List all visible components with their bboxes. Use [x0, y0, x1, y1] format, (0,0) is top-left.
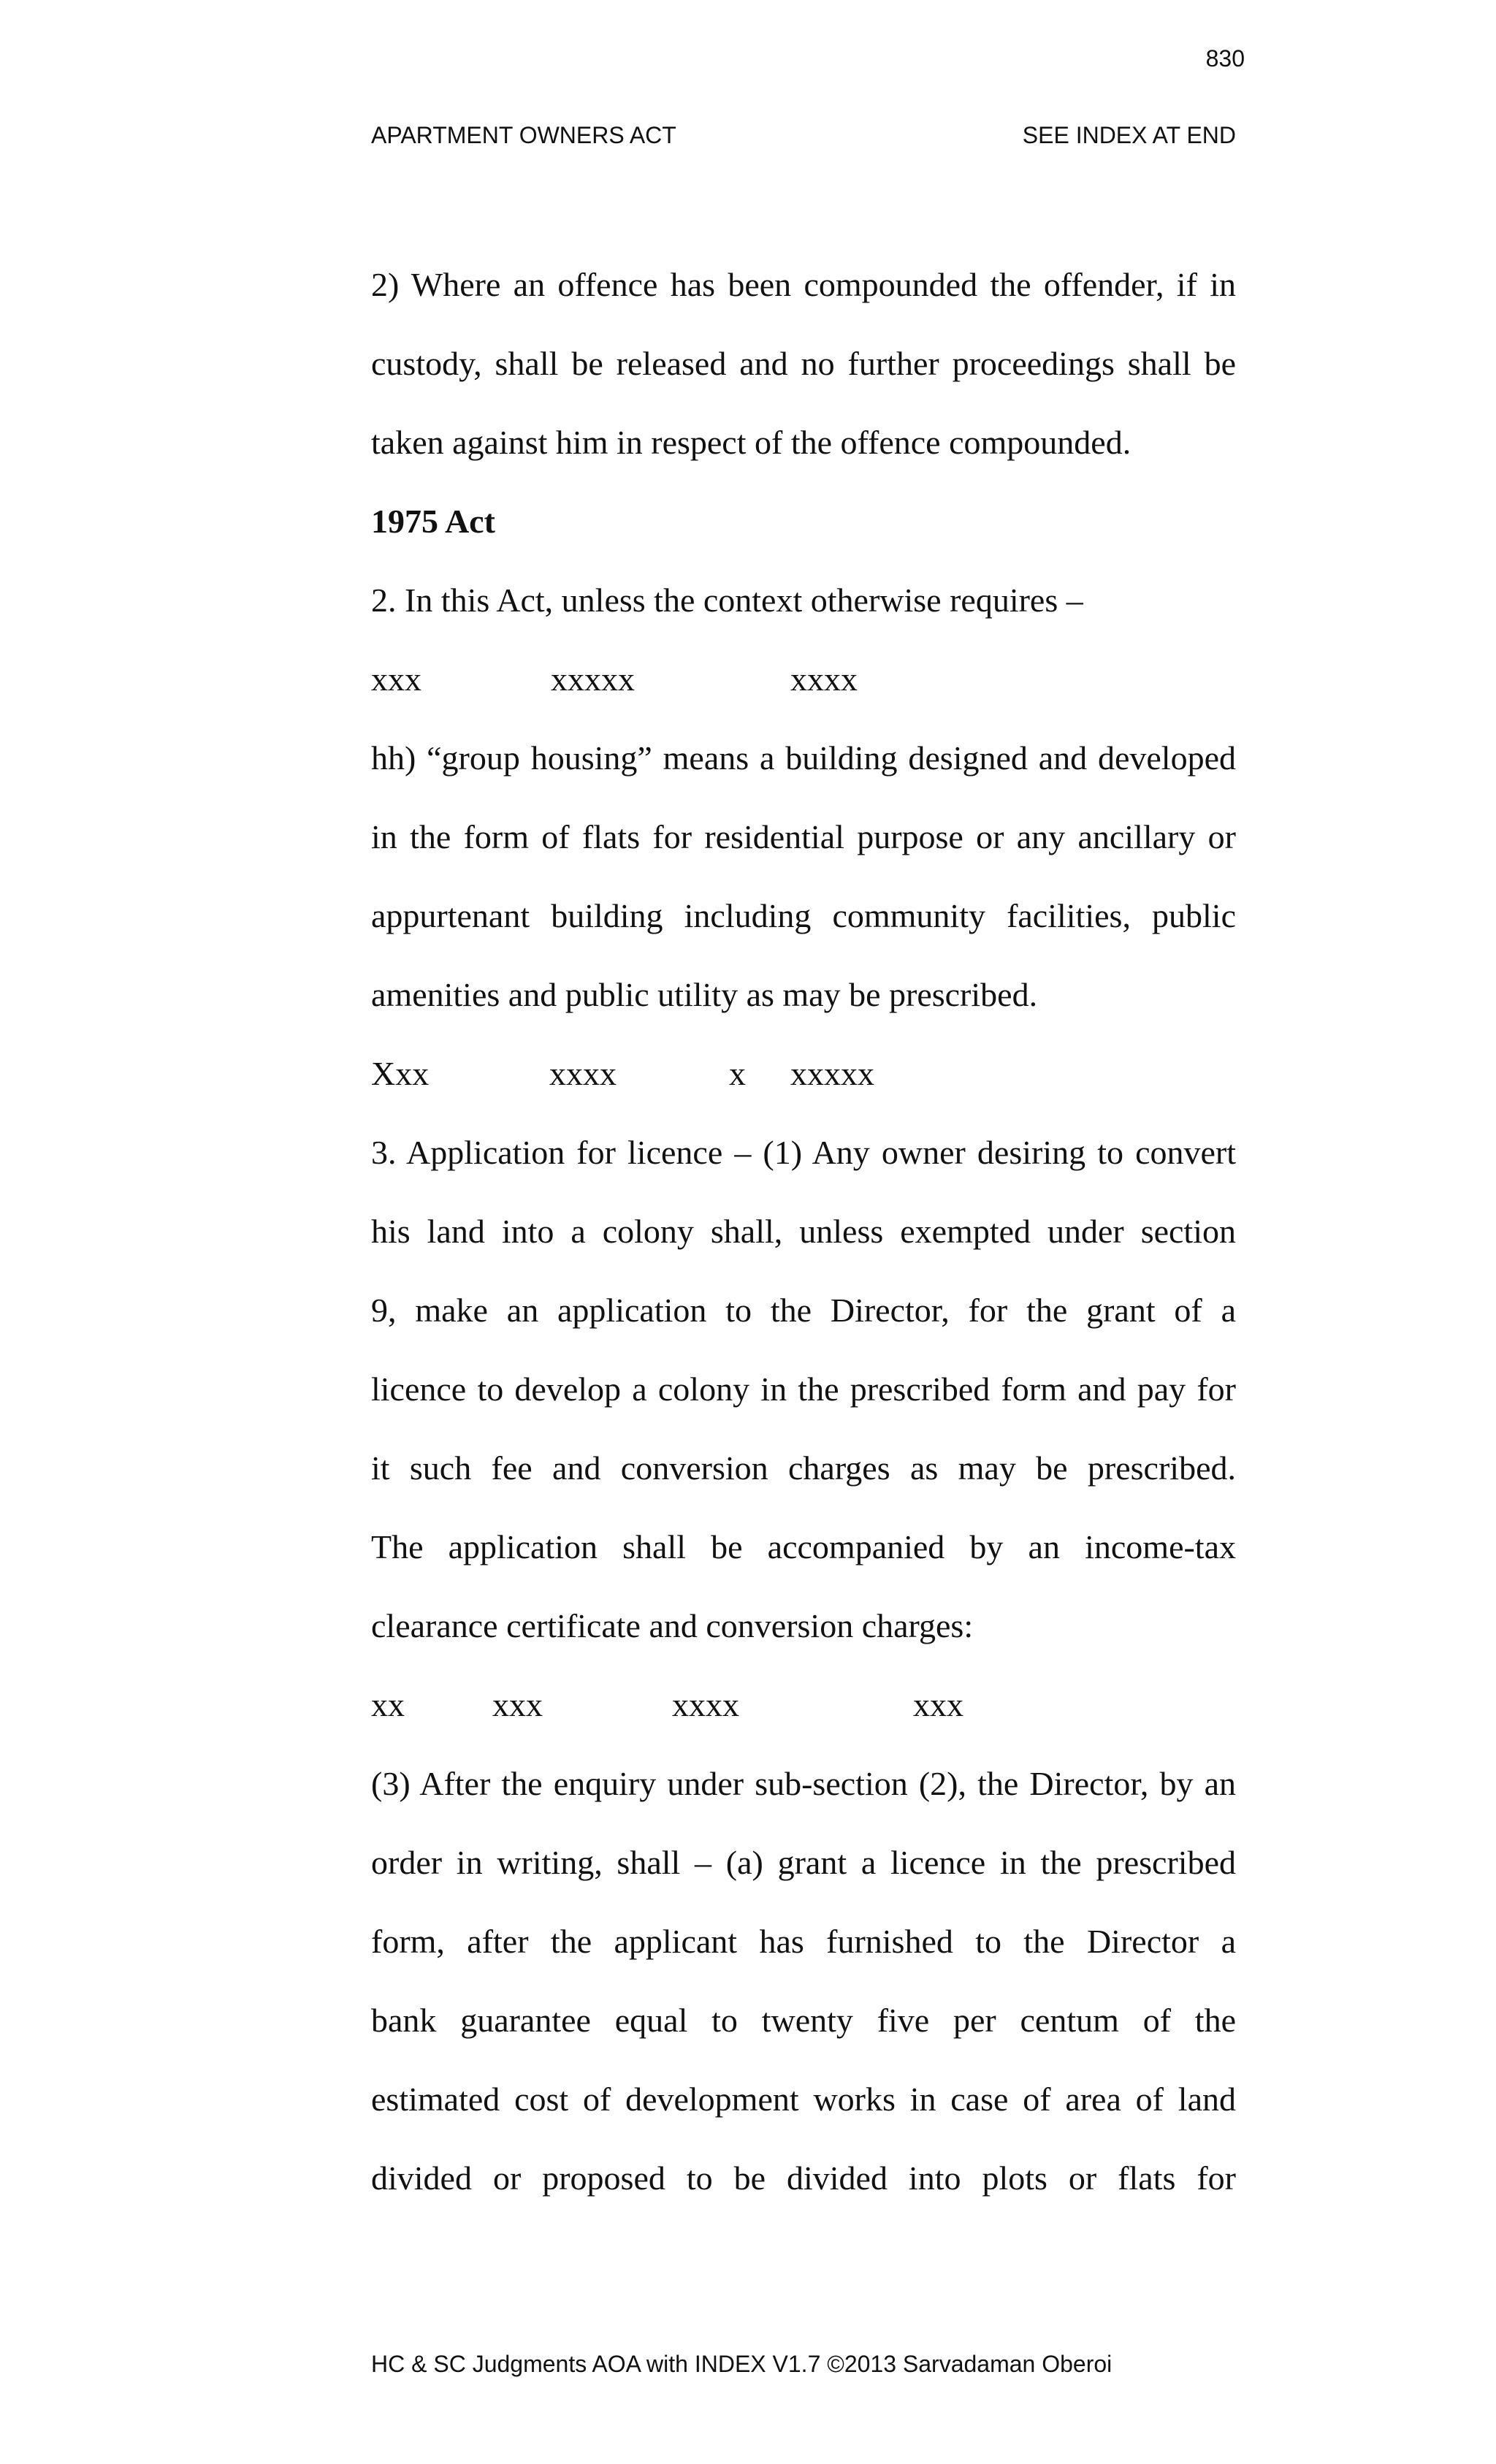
body-line: The application shall be accompanied by an income-tax	[371, 1528, 1236, 1565]
omission-marker-line	[371, 1034, 1236, 1113]
page-footer: HC & SC Judgments AOA with INDEX V1.7 ©2013 Sarvadaman Oberoi	[371, 2351, 1113, 2377]
body-line: hh) “group housing” means a building designed and developed	[371, 739, 1236, 777]
omission-marker: xxxx	[790, 660, 858, 698]
omission-marker: xxxx	[672, 1686, 739, 1723]
omission-marker: xxxxx	[790, 1055, 874, 1092]
running-title-left: APARTMENT OWNERS ACT	[371, 122, 676, 148]
body-line: 2) Where an offence has been compounded the offender, if in	[371, 266, 1236, 303]
running-title-right: SEE INDEX AT END	[1022, 122, 1236, 148]
omission-marker: xxx	[913, 1686, 963, 1723]
omission-marker: xxxxx	[551, 660, 635, 698]
omission-marker-line	[371, 1666, 1236, 1744]
section-heading: 1975 Act	[371, 503, 495, 540]
omission-marker: xxxx	[549, 1055, 617, 1092]
omission-marker: xx	[371, 1686, 405, 1723]
omission-marker: x	[729, 1055, 746, 1092]
body-line: licence to develop a colony in the prescribed form and pay for	[371, 1370, 1236, 1408]
page-number: 830	[1205, 45, 1245, 72]
body-line: (3) After the enquiry under sub-section (2), the Director, by an	[371, 1765, 1236, 1802]
body-line: 3. Application for licence – (1) Any owner desiring to convert	[371, 1134, 1236, 1171]
body-line: taken against him in respect of the offence compounded.	[371, 424, 1131, 461]
omission-marker-line	[371, 640, 1236, 719]
body-line: 9, make an application to the Director, for the grant of a	[371, 1292, 1236, 1329]
body-line: custody, shall be released and no further proceedings shall be	[371, 345, 1236, 382]
body-line: form, after the applicant has furnished to the Director a	[371, 1923, 1236, 1960]
document-body	[371, 245, 1236, 2218]
body-line: bank guarantee equal to twenty five per centum of the	[371, 2002, 1236, 2039]
body-line: in the form of flats for residential purpose or any ancillary or	[371, 818, 1236, 855]
body-line: 2. In this Act, unless the context otherwise requires –	[371, 581, 1083, 619]
body-line: it such fee and conversion charges as may be prescribed.	[371, 1449, 1236, 1487]
body-line: appurtenant building including community facilities, public	[371, 897, 1236, 934]
body-line: estimated cost of development works in case of area of land	[371, 2080, 1236, 2118]
omission-marker: xxx	[371, 660, 421, 698]
omission-marker: xxx	[492, 1686, 543, 1723]
body-line: order in writing, shall – (a) grant a licence in the prescribed	[371, 1844, 1236, 1881]
omission-marker: Xxx	[371, 1055, 430, 1092]
body-line: amenities and public utility as may be prescribed.	[371, 976, 1038, 1013]
body-line: his land into a colony shall, unless exempted under section	[371, 1213, 1236, 1250]
body-line: clearance certificate and conversion charges:	[371, 1607, 974, 1644]
body-line: divided or proposed to be divided into plots or flats for	[371, 2159, 1236, 2197]
